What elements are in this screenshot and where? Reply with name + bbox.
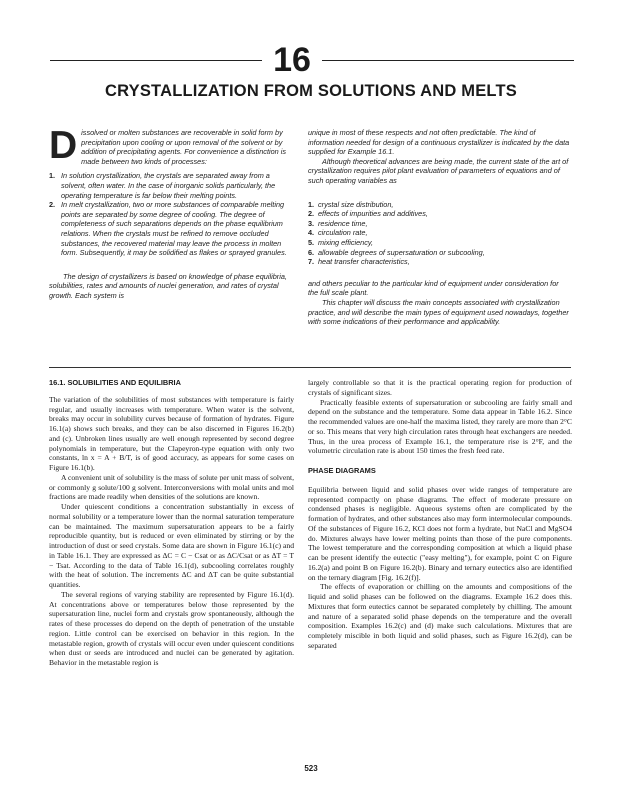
list-number: 7. xyxy=(308,257,315,267)
page-number: 523 xyxy=(304,764,318,773)
list-number: 2. xyxy=(49,200,56,210)
variable-item xyxy=(308,219,570,229)
subsection-heading: PHASE DIAGRAMS xyxy=(308,466,376,475)
list-number: 6. xyxy=(308,247,315,257)
intro-paragraph-1-text: issolved or molten substances are recoverable in solid form by precipitation upon cooling or upon removal of the solvent or by addition of precipitating agents. For convenience a distinction is made between two kinds of processes: xyxy=(81,128,287,166)
variable-text: effects of impurities and additives, xyxy=(318,209,428,219)
body-paragraph: Practically feasible extents of supersaturation or subcooling are fairly small and depend on the substance and the temperature. Some data appear in Table 16.2. Since the recommended values are one-half the maxima listed, they rarely are more than 2°C or so. This means that very high circulation rates through heat exchangers are needed. Thus, in the urea process of Example 16.1, the temperature rise is 2°F, and the volumetric circulation rate is about 150 times the fresh feed rate. xyxy=(308,397,572,456)
body-paragraph: largely controllable so that it is the practical operating region for production of crystals of significant sizes. xyxy=(308,378,572,397)
variable-text: crystal size distribution, xyxy=(318,199,394,209)
variable-text: mixing efficiency, xyxy=(318,237,374,247)
process-list xyxy=(49,171,289,257)
process-text: In solution crystallization, the crystals are separated away from a solvent, often water. In the case of inorganic solids particularly, the operating temperature is far below their melting points. xyxy=(61,171,276,200)
header-rule-left xyxy=(50,60,262,61)
section-heading: 16.1. SOLUBILITIES AND EQUILIBRIA xyxy=(49,378,181,387)
body-paragraph: Equilibria between liquid and solid phases over wide ranges of temperature are represented compactly on phase diagrams. The effect of moderate pressure on condensed phases is negligible. Aqueous systems often are complicated by the formation of hydrates, and other substances also may form intermolecular compounds. Of the substances of Figure 16.2, KCl does not form a hydrate, but NaCl and MgSO4 do. Mixtures always have lower melting points than those of the pure components. The lowest temperature and the corresponding composition at which a liquid phase can be present identify the eutectic ("easy melting"), for example, point C on Figure 16.2(a) and point B on Figure 16.2(b). Binary and ternary eutectics also are identified on the ternary diagram [Fig. 16.2(f)]. xyxy=(308,484,572,582)
body-left-column xyxy=(49,378,294,668)
intro-right-column xyxy=(308,128,570,327)
variable-item xyxy=(308,257,570,267)
body-paragraph: Under quiescent conditions a concentration substantially in excess of normal solubility or a temperature lower than the normal saturation temperature can be maintained. The maximum supersaturation appears to be a fairly reproducible quantity, but is reduced or even eliminated by stirring or by the introduction of dust or seed crystals. Some data are shown in Figure 16.1(c) and in Table 16.1. They are expressed as ΔC = C − Csat or as ΔC/Csat or as ΔT = T − Tsat. According to the data of Table 16.1(d), subcooling correlates roughly with the heat of solution. The increments ΔC and ΔT can be quite substantial quantities. xyxy=(49,502,294,589)
intro-right-paragraph-3: and others peculiar to the particular kind of equipment under consideration for the full scale plant. xyxy=(308,278,559,298)
chapter-title: CRYSTALLIZATION FROM SOLUTIONS AND MELTS xyxy=(105,82,517,100)
variable-item xyxy=(308,248,570,258)
process-text: In melt crystallization, two or more substances of comparable melting points are separated by some degree of cooling. The degree of completeness of such separations depends on the phase equilibrium relations. When the crystals must be refined to remove occluded substances, the recovered material may leave the process in molten form. Subsequently, it may be solidified as flakes or sprayed granules. xyxy=(61,200,287,258)
variable-text: residence time, xyxy=(318,218,368,228)
intro-right-paragraph-2: Although theoretical advances are being made, the current state of the art of crystallization requires pilot plant evaluation of parameters of equations and of such operating variables as xyxy=(308,156,569,185)
body-paragraph: The several regions of varying stability are represented by Figure 16.1(d). At concentrations above or temperatures below those represented by the supersaturation line, nuclei form and crystals grow spontaneously, although the rates of these processes do depend on the depth of penetration of the unstable region. Little control can be exercised on behavior in this region. In the metastable region, growth of crystals will occur even under quiescent conditions when dust or seeds are introduced and nuclei can be generated by agitation. Behavior in the metastable region is xyxy=(49,589,294,667)
variable-text: circulation rate, xyxy=(318,228,368,238)
body-paragraph: The variation of the solubilities of most substances with temperature is fairly regular, and usually increases with temperature. When water is the solvent, breaks may occur in solubility curves because of formation of hydrates. Figure 16.1(a) shows such breaks, and they can be also discerned in Figures 16.2(b) and (c). Unbroken lines usually are well enough represented by second degree polynomials in temperature, but the Clapeyron-type equation with only two constants, ln x = A + B/T, is of good accuracy, as appears for some cases on Figure 16.1(b). xyxy=(49,394,294,472)
variable-item xyxy=(308,238,570,248)
list-number: 5. xyxy=(308,237,315,247)
chapter-number: 16 xyxy=(273,41,311,79)
list-number: 1. xyxy=(49,171,56,181)
header-rule-right xyxy=(322,60,574,61)
variable-list xyxy=(308,200,570,267)
variable-item xyxy=(308,228,570,238)
intro-paragraph-1 xyxy=(49,124,289,167)
body-right-column xyxy=(308,378,572,651)
body-paragraph: A convenient unit of solubility is the mass of solute per unit mass of solvent, or commonly g solute/100 g solvent. Interconversions with molal units and mol fractions are made readily when densities of the solutions are known. xyxy=(49,472,294,502)
process-item xyxy=(49,200,289,258)
intro-right-paragraph-1: unique in most of these respects and not often predictable. The kind of information needed for design of a continuous crystallizer is indicated by the data supplied for Example 16.1. xyxy=(308,128,570,157)
list-number: 3. xyxy=(308,218,315,228)
body-paragraph: The effects of evaporation or chilling on the amounts and compositions of the liquid and solid phases can be followed on the diagrams. Example 16.2 does this. Mixtures that form eutectics cannot be separated completely by chilling. The amount and nature of a separated solid phase depends on the temperature and the overall composition. Examples 16.2(c) and (d) make such calculations. Mixtures that are completely miscible in both liquid and solid phases, such as Figure 16.2(d), can be separated xyxy=(308,582,572,650)
variable-item xyxy=(308,200,570,210)
variable-text: allowable degrees of supersaturation or subcooling, xyxy=(318,247,485,257)
intro-left-column xyxy=(49,124,289,301)
drop-cap: D xyxy=(49,124,78,167)
intro-right-paragraph-4: This chapter will discuss the main concepts associated with crystallization practice, and will describe the main types of equipment used nowadays, together with some indications of their performance and applicability. xyxy=(308,297,569,327)
variable-text: heat transfer characteristics, xyxy=(318,257,410,267)
variable-item xyxy=(308,209,570,219)
list-number: 1. xyxy=(308,199,315,209)
intro-paragraph-2: The design of crystallizers is based on knowledge of phase equilibria, solubilities, rates and amounts of nuclei generation, and rates of crystal growth. Each system is xyxy=(49,271,287,300)
list-number: 2. xyxy=(308,209,315,219)
section-divider xyxy=(49,367,571,368)
list-number: 4. xyxy=(308,228,315,238)
process-item xyxy=(49,171,289,200)
